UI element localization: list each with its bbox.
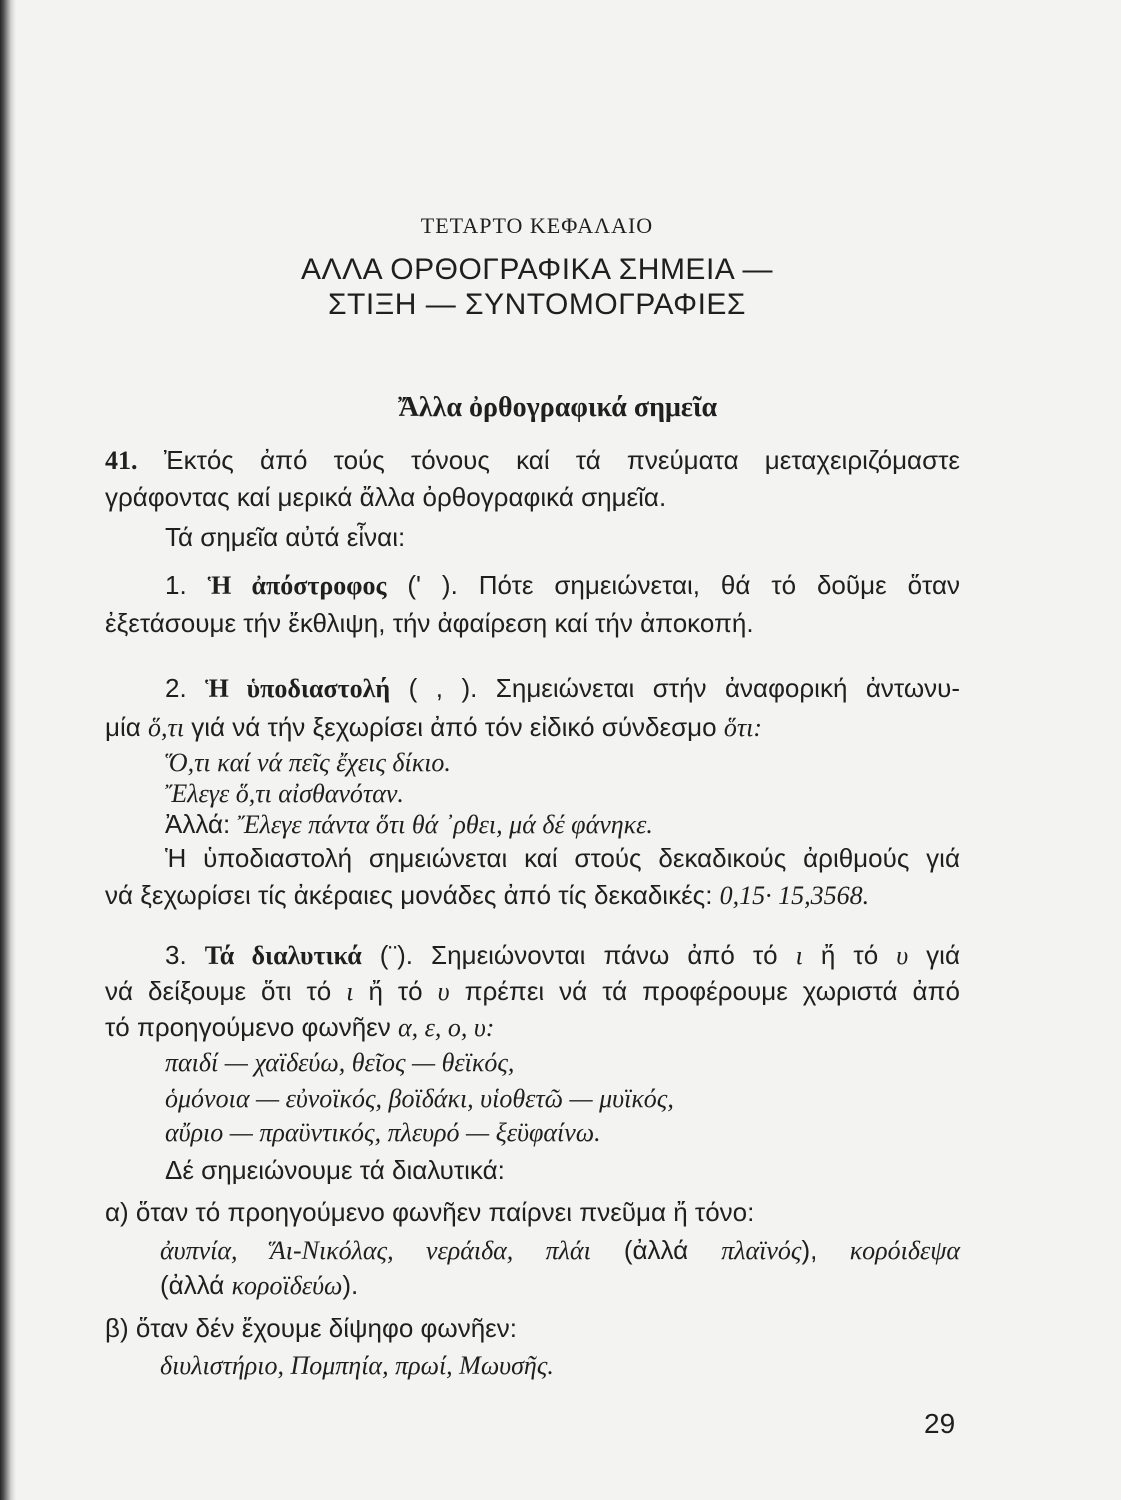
text-segment: α) ὅταν τό προηγούμενο φωνῆεν παίρνει πνεῦμα ἤ τόνο: — [105, 1197, 755, 1227]
italic-example: ἀυπνία, Ἅι-Νικόλας, νεράιδα, πλάι — [160, 1236, 591, 1265]
text-line — [105, 479, 666, 515]
text-line — [165, 1152, 505, 1188]
text-line — [105, 709, 762, 745]
text-line — [105, 1009, 494, 1045]
text-segment: (' ). Πότε σημειώνεται, θά τό δοῦμε ὅταν — [386, 570, 960, 600]
text-segment: ), — [801, 1235, 818, 1265]
text-segment: Ἡ ὑποδιαστολή σημειώνεται καί στούς δεκαδικούς ἀριθμούς γιά — [165, 843, 960, 873]
chapter-label: ΤΕΤΑΡΤΟ ΚΕΦΑΛΑΙΟ — [420, 213, 654, 238]
bold-term: Ἡ ὑποδιαστολή — [205, 674, 391, 703]
text-segment: νά δείξουμε ὅτι τό — [105, 976, 347, 1006]
text-line — [165, 937, 960, 973]
text-segment: 3. — [165, 940, 205, 970]
bold-term: Τά διαλυτικά — [204, 941, 362, 970]
example-line — [165, 1114, 601, 1150]
example-line — [165, 1080, 674, 1116]
text-segment: Ἐκτός ἀπό τούς τόνους καί τά πνεύματα μεταχειριζόμαστε — [137, 445, 960, 475]
text-segment: ( , ). Σημειώνεται στήν ἀναφορική ἀντωνυ- — [390, 673, 961, 703]
text-segment: β) ὅταν δέν ἔχουμε δίψηφο φωνῆεν: — [105, 1313, 517, 1343]
text-line — [105, 877, 869, 913]
text-segment: 1. — [165, 570, 208, 600]
text-segment: ἤ τό — [353, 976, 438, 1006]
text-line — [165, 670, 960, 706]
text-line — [165, 840, 960, 876]
list-item-a — [105, 1194, 754, 1230]
list-item-b — [105, 1310, 517, 1346]
italic-example: πλαϊνός — [721, 1236, 802, 1265]
text-line — [105, 605, 754, 641]
page-number: 29 — [924, 1408, 956, 1439]
example-line — [160, 1347, 554, 1383]
italic-word: ὅτι: — [723, 713, 763, 742]
text-segment: γιά — [908, 940, 960, 970]
text-segment: ἤ τό — [802, 940, 897, 970]
italic-example: 0,15· 15,3568. — [719, 881, 870, 910]
text-segment: ). — [342, 1270, 359, 1300]
italic-example: διυλιστήριο, Πομπηία, πρωί, Μωυσῆς. — [160, 1351, 554, 1380]
italic-letter: ι — [346, 977, 354, 1006]
text-line — [105, 973, 960, 1009]
italic-example: ὁμόνοια — εὐνοϊκός, βοϊδάκι, υἱοθετῶ — μυϊκός, — [165, 1084, 674, 1113]
chapter-title-line-1: ΑΛΛΑ ΟΡΘΟΓΡΑΦΙΚΑ ΣΗΜΕΙΑ — — [301, 253, 773, 286]
text-segment: νά ξεχωρίσει τίς ἀκέραιες μονάδες ἀπό τίς δεκαδικές: — [105, 880, 720, 910]
italic-example: παιδί — χαϊδεύω, θεῖος — θεϊκός, — [165, 1048, 515, 1077]
italic-letter: ι — [795, 941, 803, 970]
text-line — [165, 567, 960, 603]
text-line — [105, 442, 960, 478]
italic-letter: υ — [437, 977, 450, 1006]
italic-word: ὅ,τι — [148, 713, 185, 742]
text-segment: (ἀλλά — [590, 1235, 722, 1265]
text-segment: Ἀλλά: — [165, 809, 238, 839]
example-line — [160, 1232, 960, 1268]
text-segment: (¨). Σημειώνονται πάνω ἀπό τό — [361, 940, 796, 970]
italic-example: κοροϊδεύω — [231, 1271, 343, 1300]
paragraph-number: 41. — [105, 446, 138, 475]
text-segment: τό προηγούμενο φωνῆεν — [105, 1012, 398, 1042]
example-line — [165, 806, 653, 842]
text-segment: ἐξετάσουμε τήν ἔκθλιψη, τήν ἀφαίρεση καί τήν ἀποκοπή. — [105, 608, 754, 638]
text-segment: 2. — [165, 673, 206, 703]
italic-example: Ἔλεγε ὅ,τι αἰσθανόταν. — [165, 779, 404, 808]
italic-example: Ἔλεγε πάντα ὅτι θά ᾿ρθει, μά δέ φάνηκε. — [237, 810, 653, 839]
text-segment: Τά σημεῖα αὐτά εἶναι: — [165, 522, 406, 552]
italic-letter: υ — [896, 941, 909, 970]
bold-term: Ἡ ἀπόστροφος — [207, 571, 387, 600]
example-line — [160, 1267, 358, 1303]
italic-letters: α, ε, ο, υ: — [397, 1013, 495, 1042]
text-segment: πρέπει νά τά προφέρουμε χωριστά ἀπό — [449, 976, 960, 1006]
section-heading: Ἄλλα ὀρθογραφικά σημεῖα — [398, 392, 718, 423]
text-segment: μία — [105, 712, 149, 742]
text-line — [165, 519, 405, 555]
text-segment: Δέ σημειώνουμε τά διαλυτικά: — [165, 1155, 505, 1185]
italic-example: αὔριο — πραϋντικός, πλευρό — ξεϋφαίνω. — [165, 1118, 601, 1147]
text-segment: (ἀλλά — [160, 1270, 232, 1300]
text-segment: γράφοντας καί μερικά ἄλλα ὀρθογραφικά σημεῖα. — [105, 482, 667, 512]
example-line — [165, 1044, 514, 1080]
italic-example: Ὅ,τι καί νά πεῖς ἔχεις δίκιο. — [165, 748, 451, 777]
chapter-title-line-2: ΣΤΙΞΗ — ΣΥΝΤΟΜΟΓΡΑΦΙΕΣ — [328, 288, 746, 321]
italic-example: κορόιδεψα — [817, 1236, 961, 1265]
text-segment: γιά νά τήν ξεχωρίσει ἀπό τόν εἰδικό σύνδεσμο — [184, 712, 724, 742]
